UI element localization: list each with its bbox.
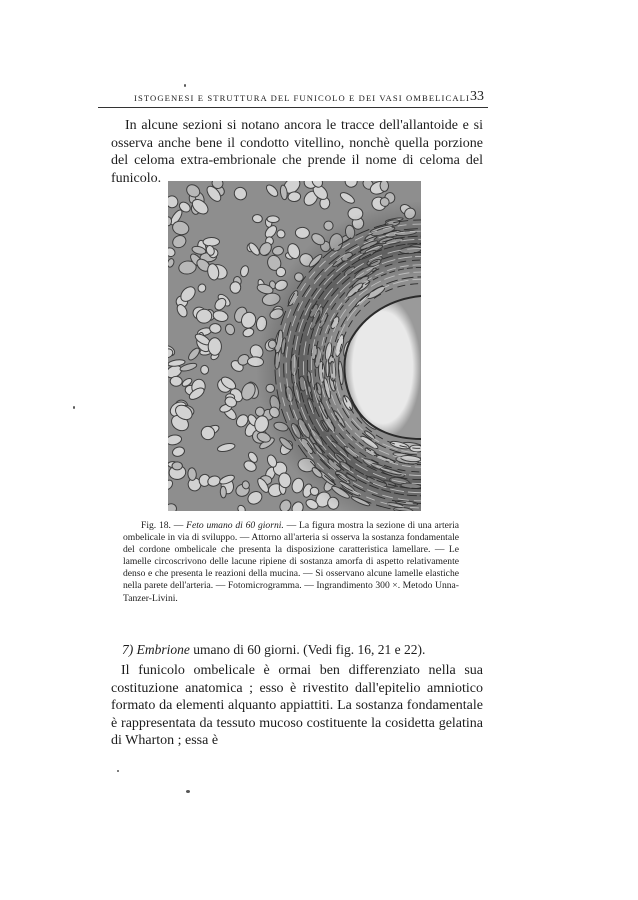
page-number: 33 — [470, 89, 484, 104]
running-title: ISTOGENESI E STRUTTURA DEL FUNICOLO E DEI VASI OMBELICALI — [134, 93, 470, 103]
header-rule — [98, 107, 488, 108]
section-title-rest: umano di 60 giorni. (Vedi fig. 16, 21 e 22). — [193, 642, 426, 657]
figure-label: Fig. 18. — — [141, 520, 184, 531]
scan-speck — [73, 406, 75, 409]
section-title: Embrione — [136, 642, 190, 657]
section-number: 7) — [122, 642, 134, 657]
figure-caption-text: — La figura mostra la sezione di una arteria ombelicale in via di sviluppo. — Attorno all'arteria si osserva la sostanza fondamentale del cordone ombelicale che presenta la disposizione caratteristica lamellare. — Le lamelle circoscrivono delle lacune ripiene di sostanza amorfa di aspetto relativamente denso e che presenta le reazioni della mucina. — Si osservano alcune lamelle elastiche nella parete dell'arteria. — Fotomicrogramma. — Ingrandimento 300 ×. Metodo Unna-Tanzer-Livini. — [123, 520, 459, 604]
body-paragraph: Il funicolo ombelicale è ormai ben differenziato nella sua costituzione anatomica ; esso è rivestito dall'epitelio amniotico formato da elementi alquanto appiattiti. La sostanza fondamentale è rappresentata da tessuto mucoso costituente la cosidetta gelatina di Wharton ; essa è — [111, 663, 483, 748]
scan-speck — [186, 790, 190, 793]
micrograph-figure — [168, 181, 421, 511]
section-heading — [122, 642, 482, 658]
scan-speck — [184, 84, 186, 87]
figure-caption — [123, 520, 459, 605]
scan-speck — [117, 770, 119, 772]
intro-paragraph: In alcune sezioni si notano ancora le tracce dell'allantoide e si osserva anche bene il condotto vitellino, nonchè quella porzione del celoma extra-embrionale che prende il nome di celoma del funicolo. — [111, 118, 483, 186]
micrograph-image — [168, 181, 421, 511]
figure-title: Feto umano di 60 giorni. — [186, 520, 284, 531]
running-header — [98, 91, 488, 111]
